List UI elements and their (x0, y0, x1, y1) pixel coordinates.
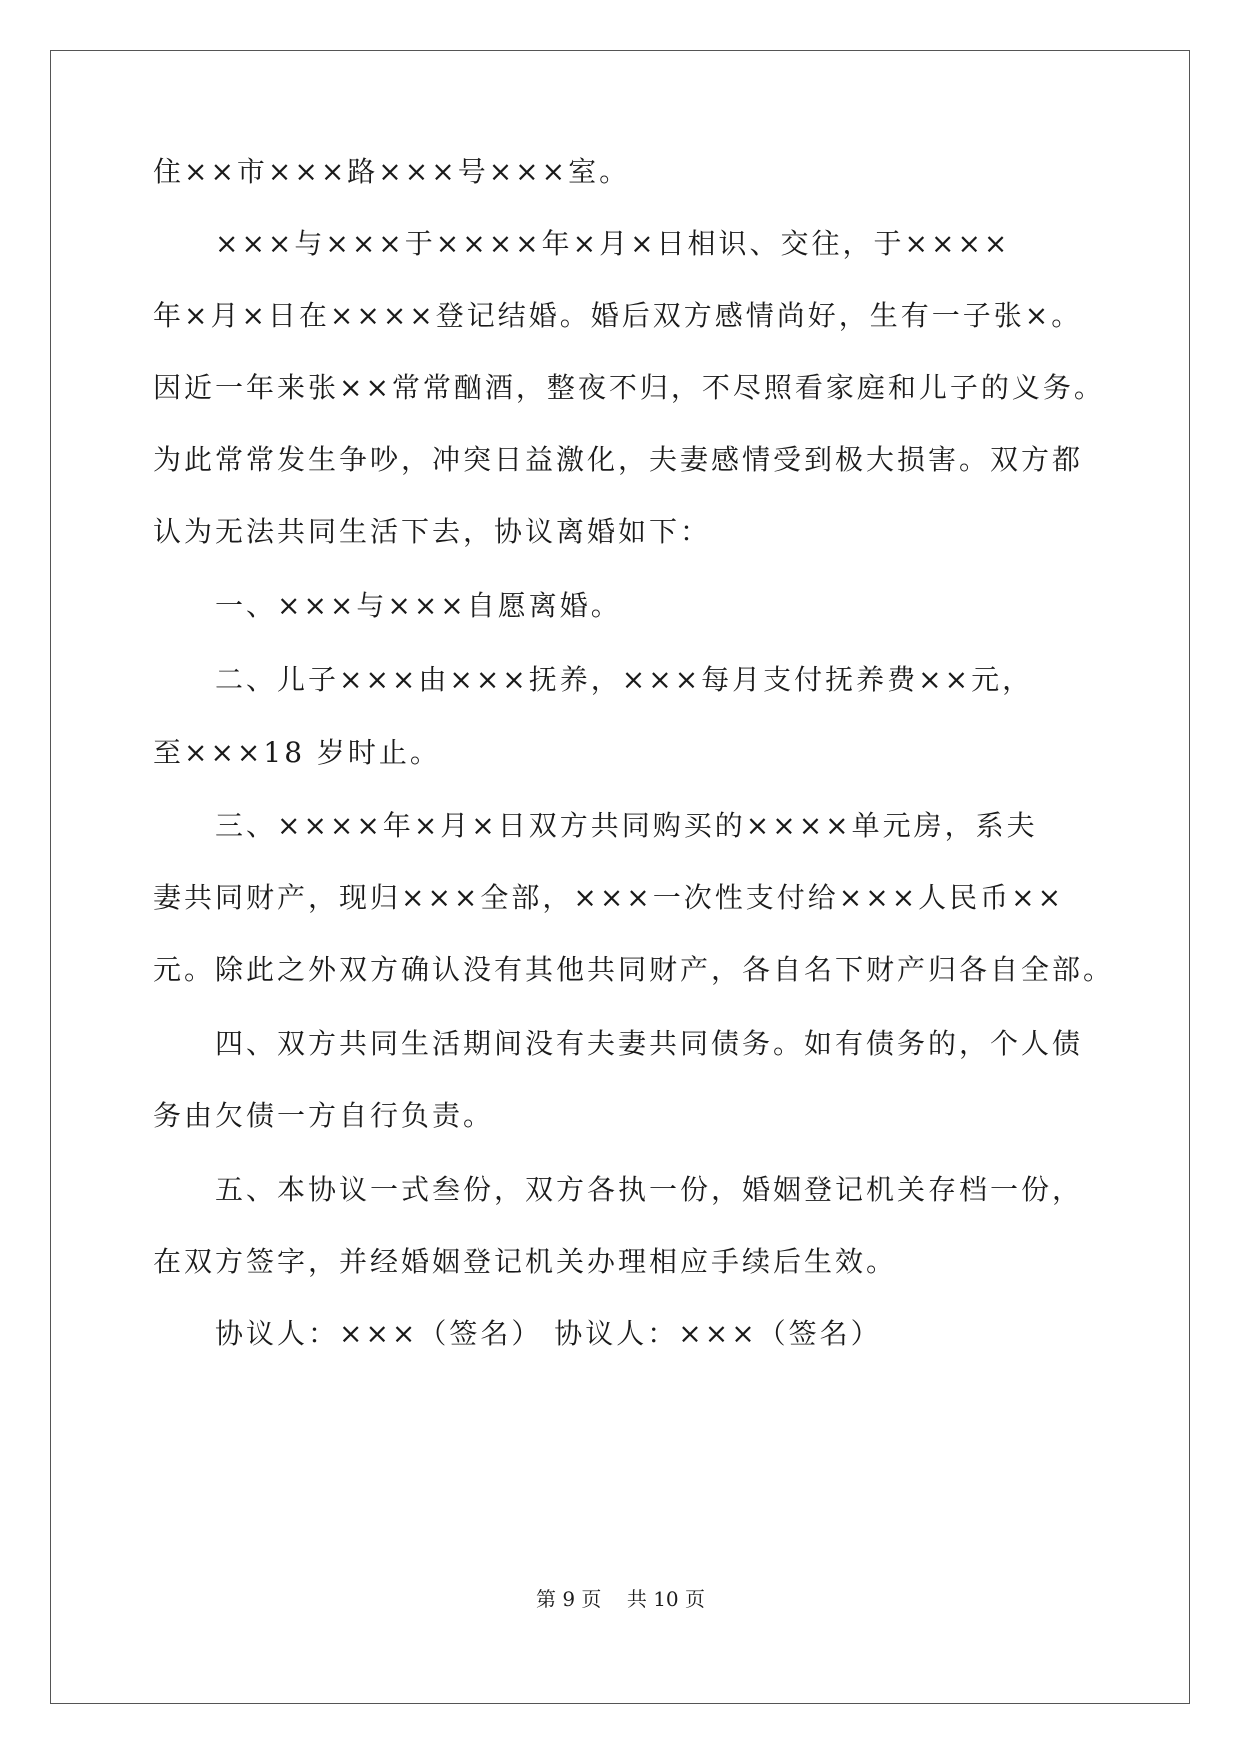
clause-two-continued: 至×××18 岁时止。 (153, 736, 441, 769)
clause-three-continued: 妻共同财产，现归×××全部，×××一次性支付给×××人民币×× (153, 881, 1065, 914)
clause-three-continued: 元。除此之外双方确认没有其他共同财产，各自名下财产归各自全部。 (153, 953, 1115, 986)
paragraph-line: ×××与×××于××××年×月×日相识、交往，于×××× (215, 227, 1011, 260)
clause-four: 四、双方共同生活期间没有夫妻共同债务。如有债务的，个人债 (215, 1027, 1084, 1060)
address-line: 住××市×××路×××号×××室。 (153, 155, 631, 188)
clause-five-continued: 在双方签字，并经婚姻登记机关办理相应手续后生效。 (153, 1245, 898, 1278)
paragraph-line: 年×月×日在××××登记结婚。婚后双方感情尚好，生有一子张×。 (153, 299, 1083, 332)
paragraph-line: 认为无法共同生活下去，协议离婚如下： (153, 515, 712, 548)
clause-one: 一、×××与×××自愿离婚。 (215, 589, 622, 622)
clause-four-continued: 务由欠债一方自行负责。 (153, 1099, 495, 1132)
page-number: 第 9 页 共 10 页 (535, 1587, 706, 1611)
clause-three: 三、××××年×月×日双方共同购买的××××单元房，系夫 (215, 809, 1038, 842)
paragraph-line: 为此常常发生争吵，冲突日益激化，夫妻感情受到极大损害。双方都 (153, 443, 1084, 476)
signature-line: 协议人：×××（签名） 协议人：×××（签名） (215, 1317, 882, 1350)
clause-two: 二、儿子×××由×××抚养，×××每月支付抚养费××元， (215, 663, 1034, 696)
clause-five: 五、本协议一式叁份，双方各执一份，婚姻登记机关存档一份， (215, 1173, 1084, 1206)
paragraph-line: 因近一年来张××常常酗酒，整夜不归，不尽照看家庭和儿子的义务。 (153, 371, 1105, 404)
